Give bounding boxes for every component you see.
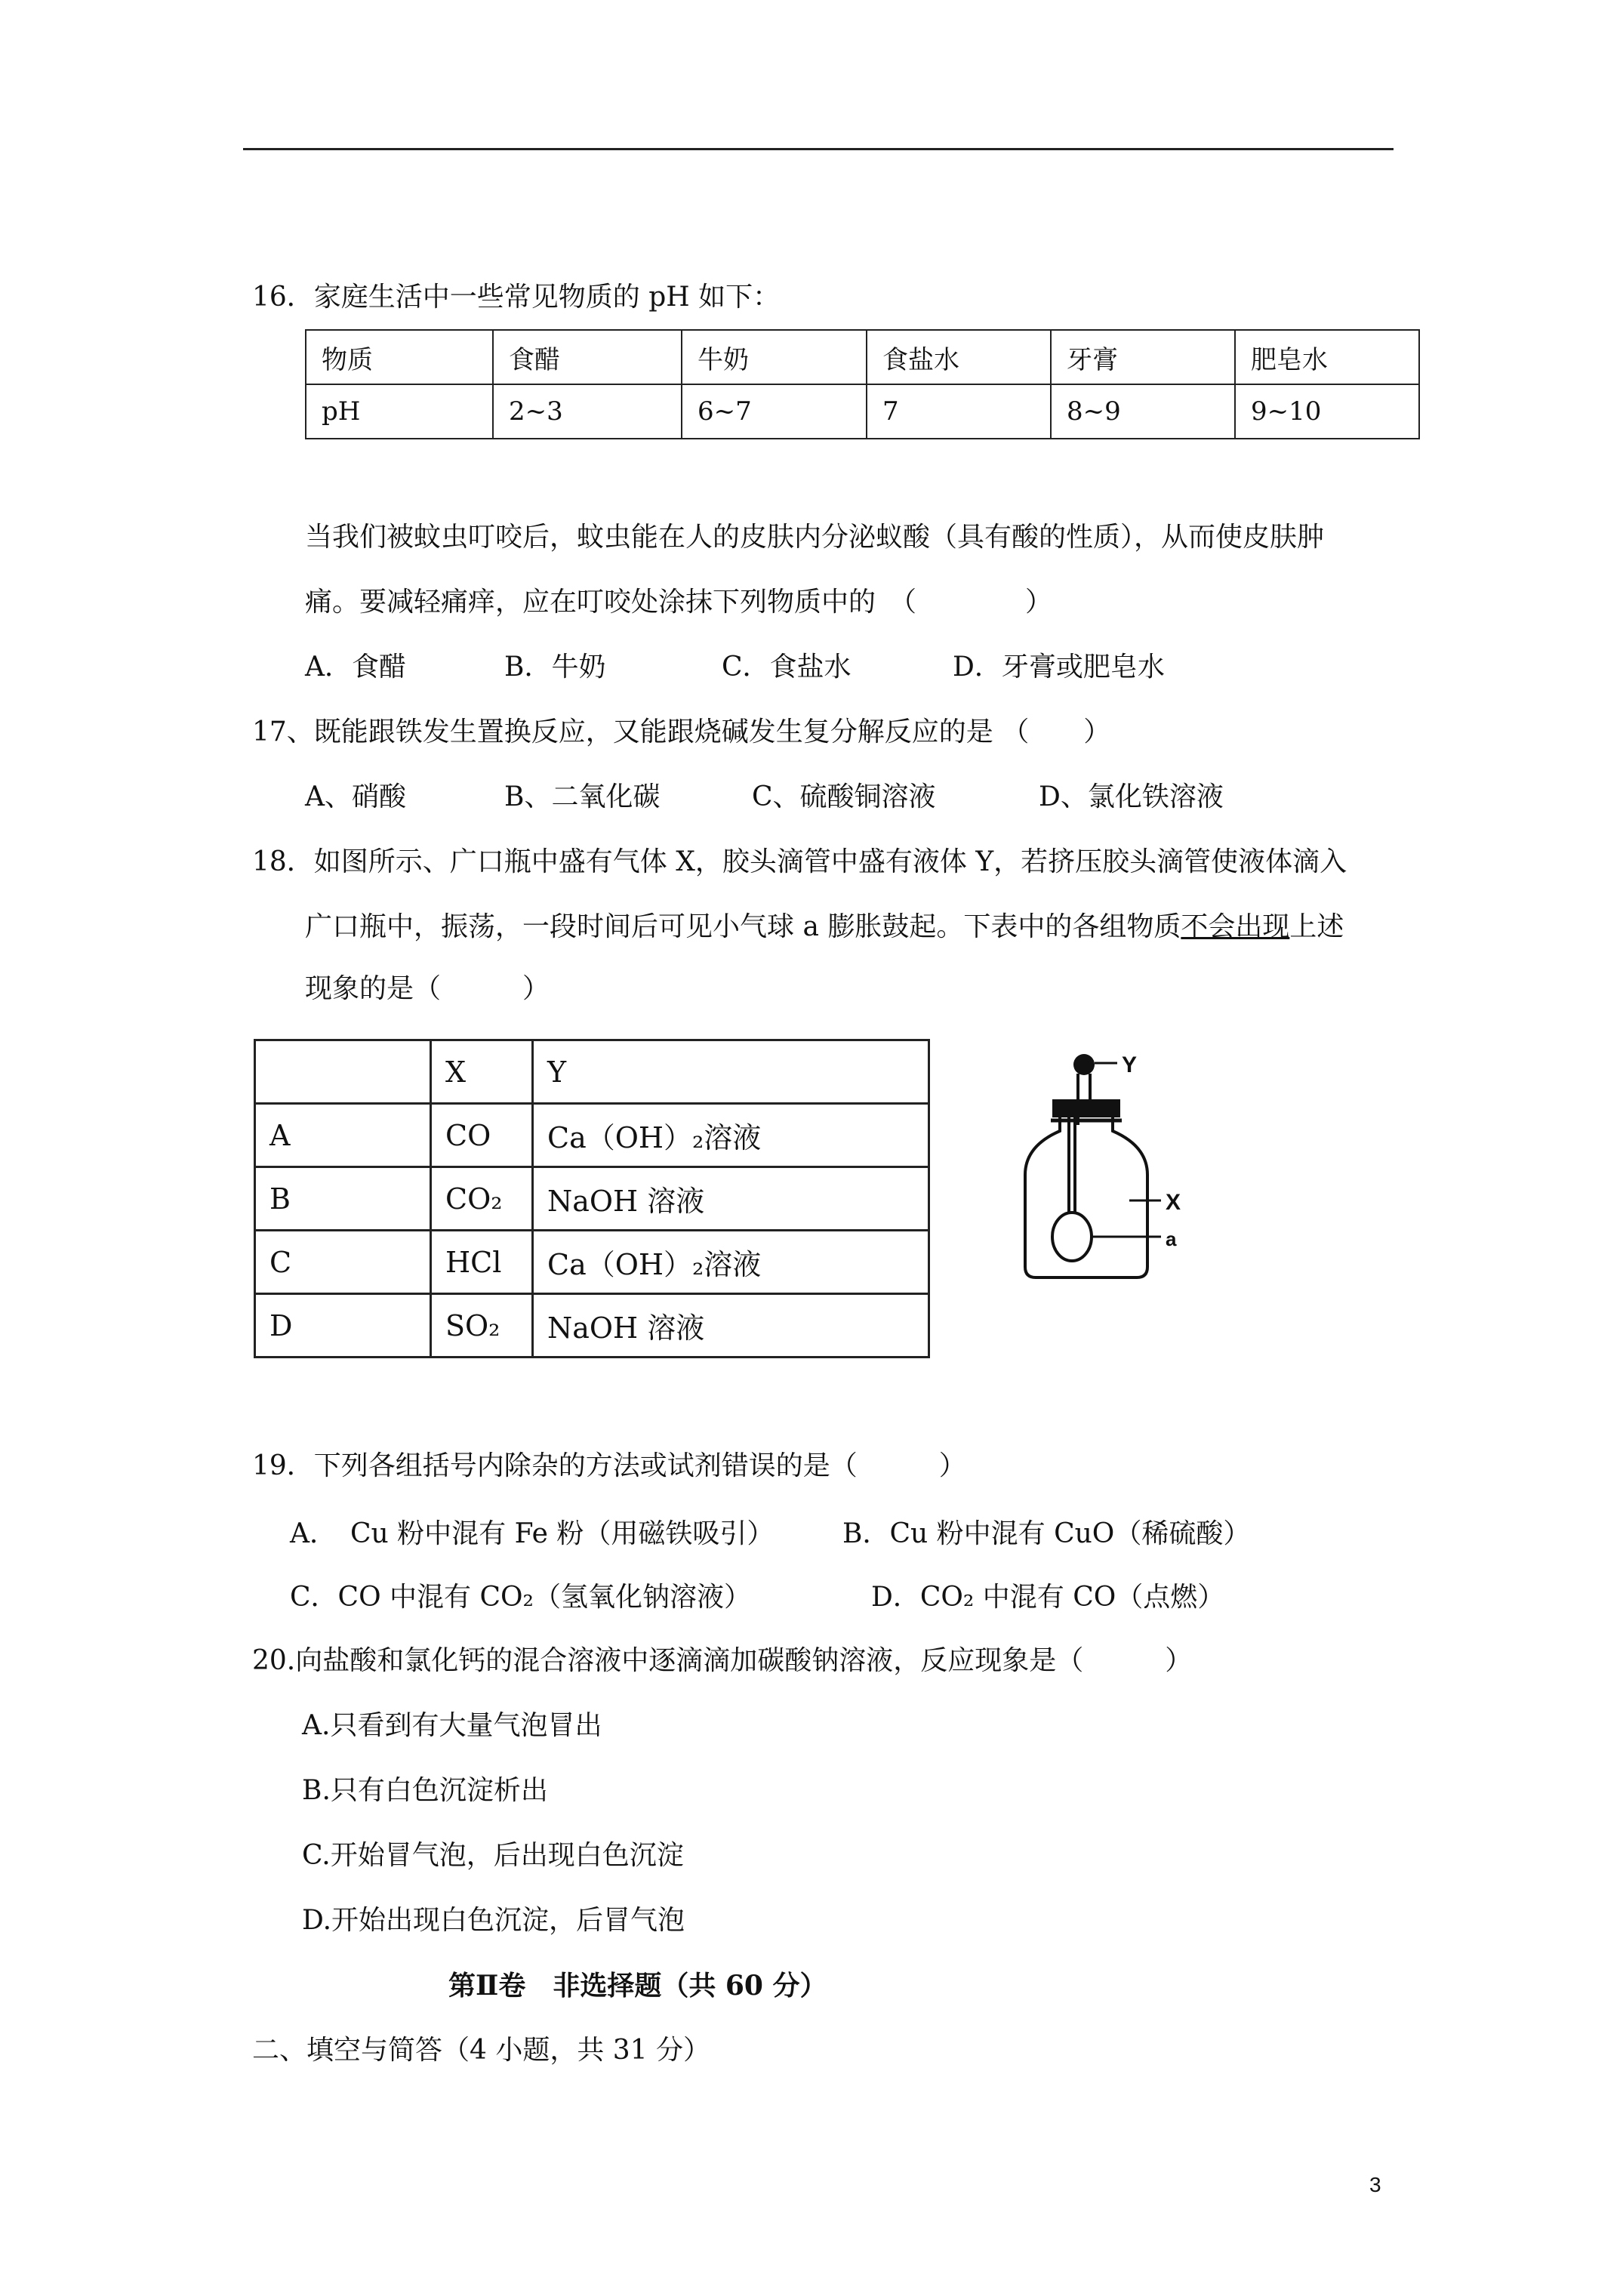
table-row: [255, 1231, 929, 1294]
table-cell: 牛奶: [682, 330, 867, 384]
table-cell: CO: [431, 1104, 533, 1167]
q19-stem: 19．下列各组括号内除杂的方法或试剂错误的是（ ）: [252, 1450, 966, 1481]
table-cell: 7: [867, 384, 1051, 439]
q19-option-d: D．CO₂ 中混有 CO（点燃）: [871, 1582, 1225, 1613]
table-cell: Y: [533, 1040, 929, 1104]
q17-option-d: D、氯化铁溶液: [1039, 781, 1224, 812]
q20-option-b: B.只有白色沉淀析出: [302, 1775, 548, 1806]
q17-option-c: C、硫酸铜溶液: [752, 781, 936, 812]
q20-stem: 20.向盐酸和氯化钙的混合溶液中逐滴滴加碳酸钠溶液，反应现象是（ ）: [252, 1645, 1193, 1676]
q16-stem: 16．家庭生活中一些常见物质的 pH 如下：: [252, 282, 781, 313]
table-cell: HCl: [431, 1231, 533, 1294]
table-cell: 食盐水: [867, 330, 1051, 384]
table-cell: NaOH 溶液: [533, 1167, 929, 1231]
table-cell: Ca（OH）₂溶液: [533, 1104, 929, 1167]
table-cell: Ca（OH）₂溶液: [533, 1231, 929, 1294]
q17-option-b: B、二氧化碳: [504, 781, 661, 812]
table-cell: 8~9: [1051, 384, 1235, 439]
table-cell: 物质: [306, 330, 493, 384]
table-cell: [255, 1040, 431, 1104]
label-a: a: [1166, 1228, 1177, 1250]
table-cell: NaOH 溶液: [533, 1294, 929, 1358]
q17-stem: 17、既能跟铁发生置换反应，又能跟烧碱发生复分解反应的是 （ ）: [252, 717, 1111, 747]
table-cell: 2~3: [493, 384, 682, 439]
q18-line2-post: 上述: [1289, 911, 1344, 942]
table-row: [255, 1167, 929, 1231]
label-y: Y: [1122, 1052, 1138, 1077]
table-cell: C: [255, 1231, 431, 1294]
q18-stem-line2: [305, 911, 1344, 944]
q20-option-d: D.开始出现白色沉淀，后冒气泡: [302, 1905, 685, 1936]
table-row: [255, 1294, 929, 1358]
dropper-bulb: [1073, 1054, 1095, 1075]
table-cell: 6~7: [682, 384, 867, 439]
q16-option-a: A．食醋: [305, 652, 406, 683]
ph-table-row: [306, 384, 1419, 439]
q18-table: [254, 1039, 930, 1358]
table-cell: D: [255, 1294, 431, 1358]
table-cell: CO₂: [431, 1167, 533, 1231]
q19-option-a: A． Cu 粉中混有 Fe 粉（用磁铁吸引）: [290, 1518, 775, 1549]
ph-table-row: [306, 330, 1419, 384]
q16-option-b: B．牛奶: [504, 652, 606, 683]
section-two-heading: 二、填空与简答（4 小题，共 31 分）: [252, 2035, 711, 2066]
q16-paragraph-line2: 痛。要减轻痛痒，应在叮咬处涂抹下列物质中的 （ ）: [305, 587, 1053, 618]
q19-option-b: B．Cu 粉中混有 CuO（稀硫酸）: [842, 1518, 1251, 1549]
q18-stem-line1: 18．如图所示、广口瓶中盛有气体 X，胶头滴管中盛有液体 Y，若挤压胶头滴管使液体滴入: [252, 846, 1347, 877]
table-cell: X: [431, 1040, 533, 1104]
table-cell: 牙膏: [1051, 330, 1235, 384]
q17-option-a: A、硝酸: [305, 781, 406, 812]
table-cell: 9~10: [1235, 384, 1419, 439]
table-row: [255, 1040, 929, 1104]
q19-option-c: C．CO 中混有 CO₂（氢氧化钠溶液）: [290, 1582, 751, 1613]
ph-table: [305, 329, 1420, 439]
bottle-apparatus-figure: [981, 1042, 1208, 1291]
q16-option-c: C．食盐水: [722, 652, 852, 683]
table-row: [255, 1104, 929, 1167]
q18-line2-pre: 广口瓶中，振荡，一段时间后可见小气球 a 膨胀鼓起。下表中的各组物质: [305, 911, 1181, 942]
page-number: 3: [1369, 2173, 1381, 2196]
table-cell: A: [255, 1104, 431, 1167]
q20-option-c: C.开始冒气泡，后出现白色沉淀: [302, 1840, 684, 1871]
q16-option-d: D．牙膏或肥皂水: [953, 652, 1165, 683]
q18-underline-emphasis: 不会出现: [1181, 911, 1290, 942]
label-x: X: [1166, 1190, 1181, 1215]
q20-option-a: A.只看到有大量气泡冒出: [302, 1710, 602, 1741]
table-cell: 肥皂水: [1235, 330, 1419, 384]
table-cell: SO₂: [431, 1294, 533, 1358]
q16-paragraph-line1: 当我们被蚊虫叮咬后，蚊虫能在人的皮肤内分泌蚁酸（具有酸的性质），从而使皮肤肿: [305, 522, 1325, 553]
table-cell: pH: [306, 384, 493, 439]
q18-stem-line3: 现象的是（ ）: [305, 973, 550, 1004]
table-cell: B: [255, 1167, 431, 1231]
header-rule: [243, 148, 1394, 150]
part-two-title: 第Ⅱ卷 非选择题（共 60 分）: [448, 1970, 827, 2002]
table-cell: 食醋: [493, 330, 682, 384]
